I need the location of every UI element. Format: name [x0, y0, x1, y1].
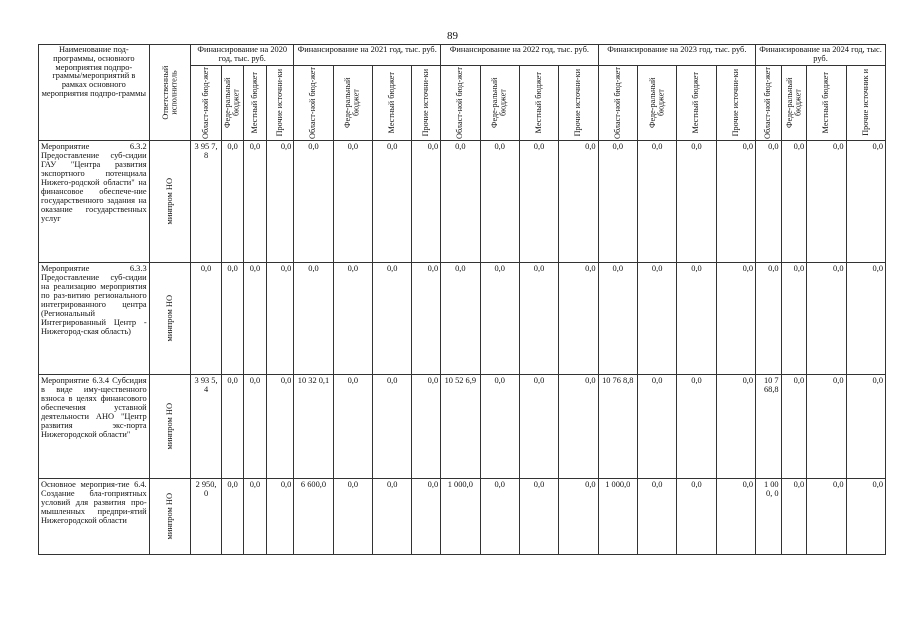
row-name-cell: Мероприятие 6.3.4 Субсидия в виде иму-щественного взноса в целях финансового обеспечения уставной деятельности АНО "Центр развития экс-порта Нижегородской области" — [39, 374, 150, 478]
value-cell: 0,0 — [781, 478, 807, 554]
value-cell: 0,0 — [244, 140, 266, 262]
table-row — [39, 262, 886, 374]
value-cell: 0,0 — [480, 478, 519, 554]
value-cell: 0,0 — [677, 374, 716, 478]
value-cell: 0,0 — [221, 478, 243, 554]
header-2024-local: Местный бюджет — [807, 65, 846, 140]
header-2020-other: Прочие источни-ки — [266, 65, 294, 140]
responsible-label: минпром НО — [165, 492, 175, 540]
row-responsible-cell — [149, 478, 190, 554]
value-cell: 0,0 — [846, 262, 886, 374]
value-cell: 0,0 — [807, 374, 846, 478]
header-2021-other: Прочие источни-ки — [412, 65, 441, 140]
value-cell: 0,0 — [294, 140, 333, 262]
row-name-cell: Основное мероприя-тие 6.4. Создание бла-гоприятных условий для развития про-мышленных предпри-ятий Нижегородской области — [39, 478, 150, 554]
value-cell: 0,0 — [333, 374, 372, 478]
table-row — [39, 140, 886, 262]
value-cell: 0,0 — [519, 478, 558, 554]
value-cell: 0,0 — [559, 478, 598, 554]
value-cell: 6 600,0 — [294, 478, 333, 554]
row-responsible-cell — [149, 374, 190, 478]
value-cell: 0,0 — [191, 262, 222, 374]
value-cell: 0,0 — [441, 262, 480, 374]
value-cell: 1 000,0 — [598, 478, 637, 554]
header-2024-regional: Област-ной бюд-жет — [756, 65, 782, 140]
value-cell: 2 950, 0 — [191, 478, 222, 554]
header-2024-other: Прочие источник и — [846, 65, 886, 140]
header-year-2023: Финансирование на 2023 год, тыс. руб. — [598, 45, 755, 66]
value-cell: 0,0 — [373, 478, 412, 554]
value-cell: 0,0 — [480, 262, 519, 374]
value-cell: 0,0 — [846, 140, 886, 262]
header-2022-federal: Феде-ральный бюджет — [480, 65, 519, 140]
value-cell: 0,0 — [637, 262, 676, 374]
row-responsible-cell — [149, 140, 190, 262]
value-cell: 0,0 — [716, 374, 755, 478]
header-year-2020: Финансирование на 2020 год, тыс. руб. — [191, 45, 294, 66]
header-2021-local: Местный бюджет — [373, 65, 412, 140]
row-name-cell: Мероприятие 6.3.2 Предоставление суб-сидии ГАУ "Центра развития экспортного потенциала Нижего-родской области" на финансовое обеспече-ние государственного задания на оказание государственных услуг — [39, 140, 150, 262]
value-cell: 3 95 7,8 — [191, 140, 222, 262]
value-cell: 0,0 — [333, 262, 372, 374]
header-2020-local: Местный бюджет — [244, 65, 266, 140]
header-year-2021: Финансирование на 2021 год, тыс. руб. — [294, 45, 441, 66]
value-cell: 0,0 — [846, 478, 886, 554]
value-cell: 0,0 — [373, 374, 412, 478]
value-cell: 0,0 — [266, 140, 294, 262]
table-row — [39, 374, 886, 478]
value-cell: 1 000,0 — [441, 478, 480, 554]
value-cell: 0,0 — [677, 262, 716, 374]
value-cell: 10 32 0,1 — [294, 374, 333, 478]
header-2022-other: Прочие источни-ки — [559, 65, 598, 140]
value-cell: 0,0 — [412, 374, 441, 478]
value-cell: 0,0 — [756, 262, 782, 374]
header-2021-federal: Феде-ральный бюджет — [333, 65, 372, 140]
value-cell: 0,0 — [846, 374, 886, 478]
value-cell: 0,0 — [756, 140, 782, 262]
value-cell: 0,0 — [716, 478, 755, 554]
value-cell: 0,0 — [559, 262, 598, 374]
table-row — [39, 478, 886, 554]
value-cell: 0,0 — [807, 478, 846, 554]
header-year-2024: Финансирование на 2024 год, тыс. руб. — [756, 45, 886, 66]
value-cell: 0,0 — [294, 262, 333, 374]
value-cell: 0,0 — [807, 262, 846, 374]
value-cell: 0,0 — [412, 140, 441, 262]
header-2024-federal: Феде-ральный бюджет — [781, 65, 807, 140]
page-number: 89 — [447, 30, 458, 42]
value-cell: 10 76 8,8 — [598, 374, 637, 478]
value-cell: 0,0 — [412, 262, 441, 374]
header-responsible-column: Ответственный исполнитель — [149, 45, 190, 141]
value-cell: 0,0 — [677, 478, 716, 554]
value-cell: 0,0 — [266, 262, 294, 374]
header-2021-regional: Област-ной бюд-жет — [294, 65, 333, 140]
value-cell: 0,0 — [266, 478, 294, 554]
header-2023-local: Местный бюджет — [677, 65, 716, 140]
value-cell: 0,0 — [807, 140, 846, 262]
value-cell: 0,0 — [716, 140, 755, 262]
header-2020-federal: Феде-ральный бюджет — [221, 65, 243, 140]
value-cell: 0,0 — [519, 262, 558, 374]
value-cell: 0,0 — [221, 262, 243, 374]
value-cell: 0,0 — [412, 478, 441, 554]
table-body — [39, 140, 886, 554]
value-cell: 0,0 — [333, 478, 372, 554]
value-cell: 0,0 — [598, 140, 637, 262]
value-cell: 0,0 — [480, 374, 519, 478]
row-name-cell: Мероприятие 6.3.3 Предоставление суб-сидии на реализацию мероприятия по раз-витию регионального интегрированного центра (Региональный Интегрированный Центр - Нижегород-ская область) — [39, 262, 150, 374]
value-cell: 0,0 — [244, 262, 266, 374]
value-cell: 0,0 — [637, 374, 676, 478]
header-2023-federal: Феде-ральный бюджет — [637, 65, 676, 140]
value-cell: 0,0 — [266, 374, 294, 478]
value-cell: 0,0 — [677, 140, 716, 262]
responsible-label: минпром НО — [165, 402, 175, 450]
value-cell: 0,0 — [244, 478, 266, 554]
value-cell: 0,0 — [781, 262, 807, 374]
value-cell: 0,0 — [559, 140, 598, 262]
value-cell: 0,0 — [519, 140, 558, 262]
value-cell: 0,0 — [244, 374, 266, 478]
value-cell: 10 52 6,9 — [441, 374, 480, 478]
value-cell: 0,0 — [221, 140, 243, 262]
responsible-label: минпром НО — [165, 294, 175, 342]
value-cell: 0,0 — [637, 478, 676, 554]
responsible-label: минпром НО — [165, 177, 175, 225]
value-cell: 0,0 — [716, 262, 755, 374]
value-cell: 0,0 — [598, 262, 637, 374]
value-cell: 0,0 — [781, 374, 807, 478]
value-cell: 0,0 — [373, 140, 412, 262]
value-cell: 0,0 — [559, 374, 598, 478]
header-2023-other: Прочие источни-ки — [716, 65, 755, 140]
value-cell: 0,0 — [373, 262, 412, 374]
header-year-2022: Финансирование на 2022 год, тыс. руб. — [441, 45, 598, 66]
financing-table — [38, 44, 886, 555]
value-cell: 0,0 — [637, 140, 676, 262]
value-cell: 10 7 68,8 — [756, 374, 782, 478]
value-cell: 0,0 — [441, 140, 480, 262]
header-2022-regional: Област-ной бюд-жет — [441, 65, 480, 140]
value-cell: 0,0 — [781, 140, 807, 262]
header-2022-local: Местный бюджет — [519, 65, 558, 140]
value-cell: 0,0 — [480, 140, 519, 262]
header-2020-regional: Област-ной бюд-жет — [191, 65, 222, 140]
value-cell: 0,0 — [221, 374, 243, 478]
value-cell: 1 000, 0 — [756, 478, 782, 554]
value-cell: 3 93 5,4 — [191, 374, 222, 478]
header-2023-regional: Област-ной бюд-жет — [598, 65, 637, 140]
value-cell: 0,0 — [333, 140, 372, 262]
value-cell: 0,0 — [519, 374, 558, 478]
row-responsible-cell — [149, 262, 190, 374]
header-name-column: Наименование под-программы, основного мероприятия подпро-граммы/мероприятий в рамках основного мероприятия подпро-граммы — [39, 45, 150, 141]
